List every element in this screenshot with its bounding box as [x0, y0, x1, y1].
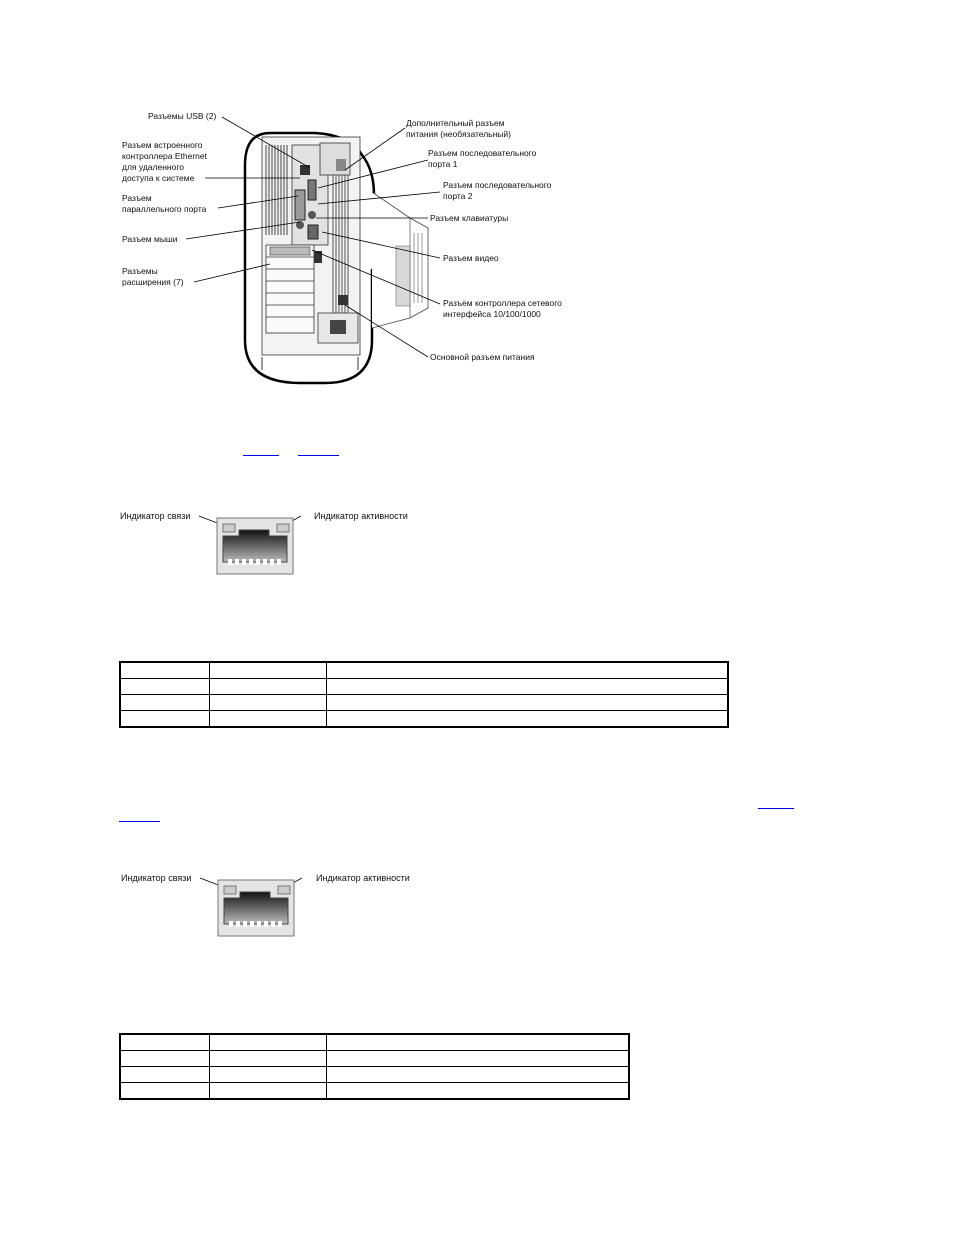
- nic2-connector-icon: [196, 874, 306, 940]
- table-row: [120, 695, 728, 711]
- link-3[interactable]: [758, 798, 794, 809]
- table-row: [120, 1067, 629, 1083]
- callout-video: Разъем видео: [443, 253, 499, 263]
- callout-main-power: Основной разъем питания: [430, 352, 535, 362]
- callout-expansion: Разъемы расширения (7): [122, 266, 184, 287]
- table-row: [120, 711, 728, 728]
- nic2-link-indicator-label: Индикатор связи: [121, 873, 192, 883]
- callout-parallel: Разъем параллельного порта: [122, 193, 207, 214]
- nic1-connector-icon: [195, 512, 305, 578]
- table-row: [120, 1051, 629, 1067]
- table-row: [120, 679, 728, 695]
- callout-nic: Разъем контроллера сетевого интерфейса 10/100/1000: [443, 298, 562, 319]
- callout-aux-power: Дополнительный разъем питания (необязательный): [406, 118, 511, 139]
- table-1: [119, 661, 729, 728]
- callout-usb: Разъемы USB (2): [148, 111, 217, 121]
- callout-keyboard: Разъем клавиатуры: [430, 213, 509, 223]
- link-2[interactable]: [298, 445, 339, 456]
- table-2: [119, 1033, 630, 1100]
- nic1-activity-indicator-label: Индикатор активности: [314, 511, 408, 521]
- nic2-activity-indicator-label: Индикатор активности: [316, 873, 410, 883]
- table-row: [120, 1034, 629, 1051]
- callout-mouse: Разъем мыши: [122, 234, 178, 244]
- link-4[interactable]: [119, 811, 160, 822]
- callout-serial2: Разъем последовательного порта 2: [443, 180, 552, 201]
- nic1-link-indicator-label: Индикатор связи: [120, 511, 191, 521]
- callout-serial1: Разъем последовательного порта 1: [428, 148, 537, 169]
- link-1[interactable]: [243, 445, 279, 456]
- table-row: [120, 662, 728, 679]
- table-row: [120, 1083, 629, 1100]
- callout-ethernet-remote: Разъем встроенного контроллера Ethernet для удаленного доступа к системе: [122, 140, 207, 183]
